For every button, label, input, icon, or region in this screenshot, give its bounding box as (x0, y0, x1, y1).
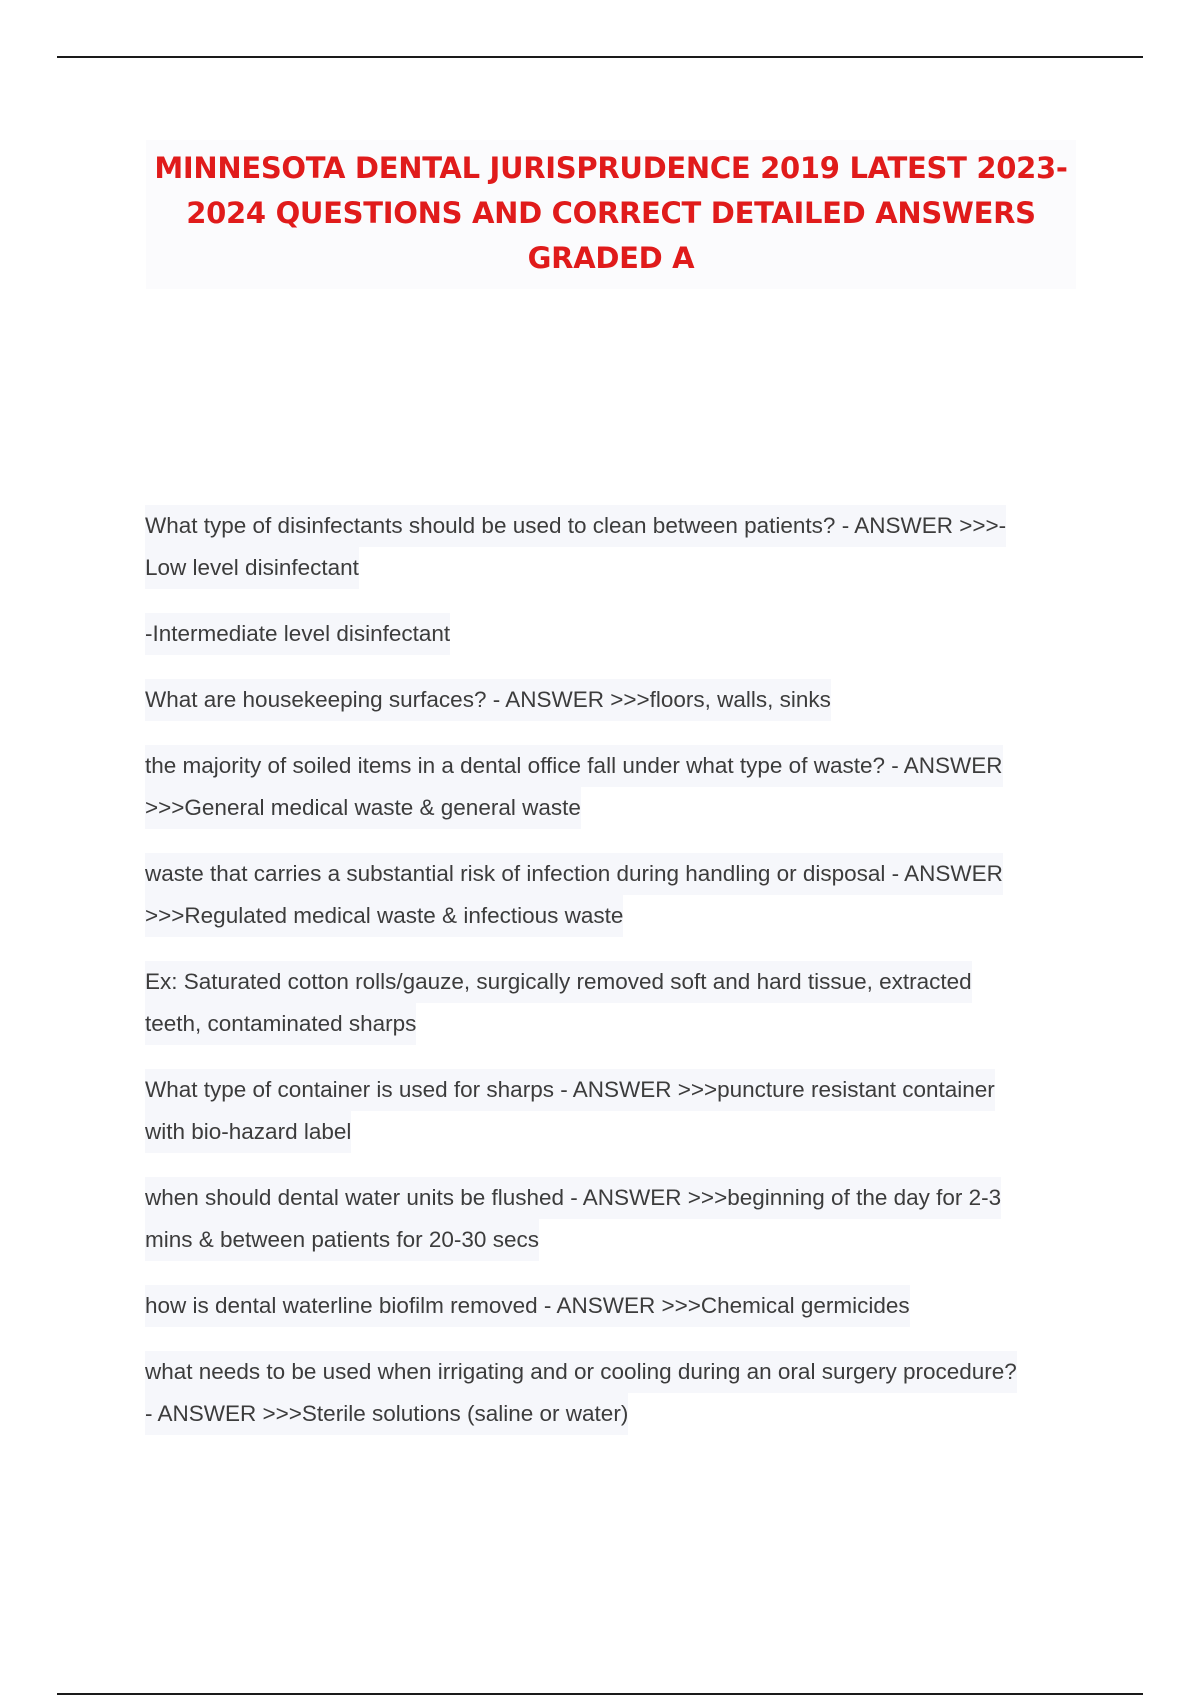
qa-item-6 (145, 961, 1085, 1045)
qa-line: Low level disinfectant (145, 547, 359, 589)
title-line-1: MINNESOTA DENTAL JURISPRUDENCE 2019 LATEST 2023- (154, 151, 1068, 185)
bottom-rule (57, 1693, 1143, 1695)
document-title (146, 140, 1076, 289)
qa-line: Ex: Saturated cotton rolls/gauze, surgically removed soft and hard tissue, extracted (145, 961, 972, 1003)
qa-item-10 (145, 1351, 1085, 1435)
qa-line: What type of disinfectants should be used to clean between patients? - ANSWER >>>- (145, 505, 1006, 547)
qa-line: - ANSWER >>>Sterile solutions (saline or water) (145, 1393, 628, 1435)
qa-list (145, 505, 1085, 1459)
title-line-3: GRADED A (527, 241, 695, 275)
qa-line: what needs to be used when irrigating and or cooling during an oral surgery procedure? (145, 1351, 1017, 1393)
qa-item-2 (145, 613, 1085, 655)
qa-line: -Intermediate level disinfectant (145, 613, 450, 655)
qa-line: What type of container is used for sharps - ANSWER >>>puncture resistant container (145, 1069, 995, 1111)
qa-item-1 (145, 505, 1085, 589)
qa-line: What are housekeeping surfaces? - ANSWER >>>floors, walls, sinks (145, 679, 831, 721)
qa-item-3 (145, 679, 1085, 721)
top-rule (57, 56, 1143, 58)
qa-item-9 (145, 1285, 1085, 1327)
qa-line: the majority of soiled items in a dental office fall under what type of waste? - ANSWER (145, 745, 1003, 787)
qa-line: with bio-hazard label (145, 1111, 351, 1153)
title-line-2: 2024 QUESTIONS AND CORRECT DETAILED ANSWERS (186, 196, 1036, 230)
qa-item-8 (145, 1177, 1085, 1261)
qa-item-4 (145, 745, 1085, 829)
qa-line: >>>General medical waste & general waste (145, 787, 581, 829)
qa-item-7 (145, 1069, 1085, 1153)
qa-line: how is dental waterline biofilm removed - ANSWER >>>Chemical germicides (145, 1285, 910, 1327)
qa-line: teeth, contaminated sharps (145, 1003, 416, 1045)
qa-line: when should dental water units be flushed - ANSWER >>>beginning of the day for 2-3 (145, 1177, 1001, 1219)
qa-line: waste that carries a substantial risk of infection during handling or disposal - ANSWER (145, 853, 1003, 895)
qa-line: mins & between patients for 20-30 secs (145, 1219, 539, 1261)
qa-item-5 (145, 853, 1085, 937)
qa-line: >>>Regulated medical waste & infectious waste (145, 895, 623, 937)
